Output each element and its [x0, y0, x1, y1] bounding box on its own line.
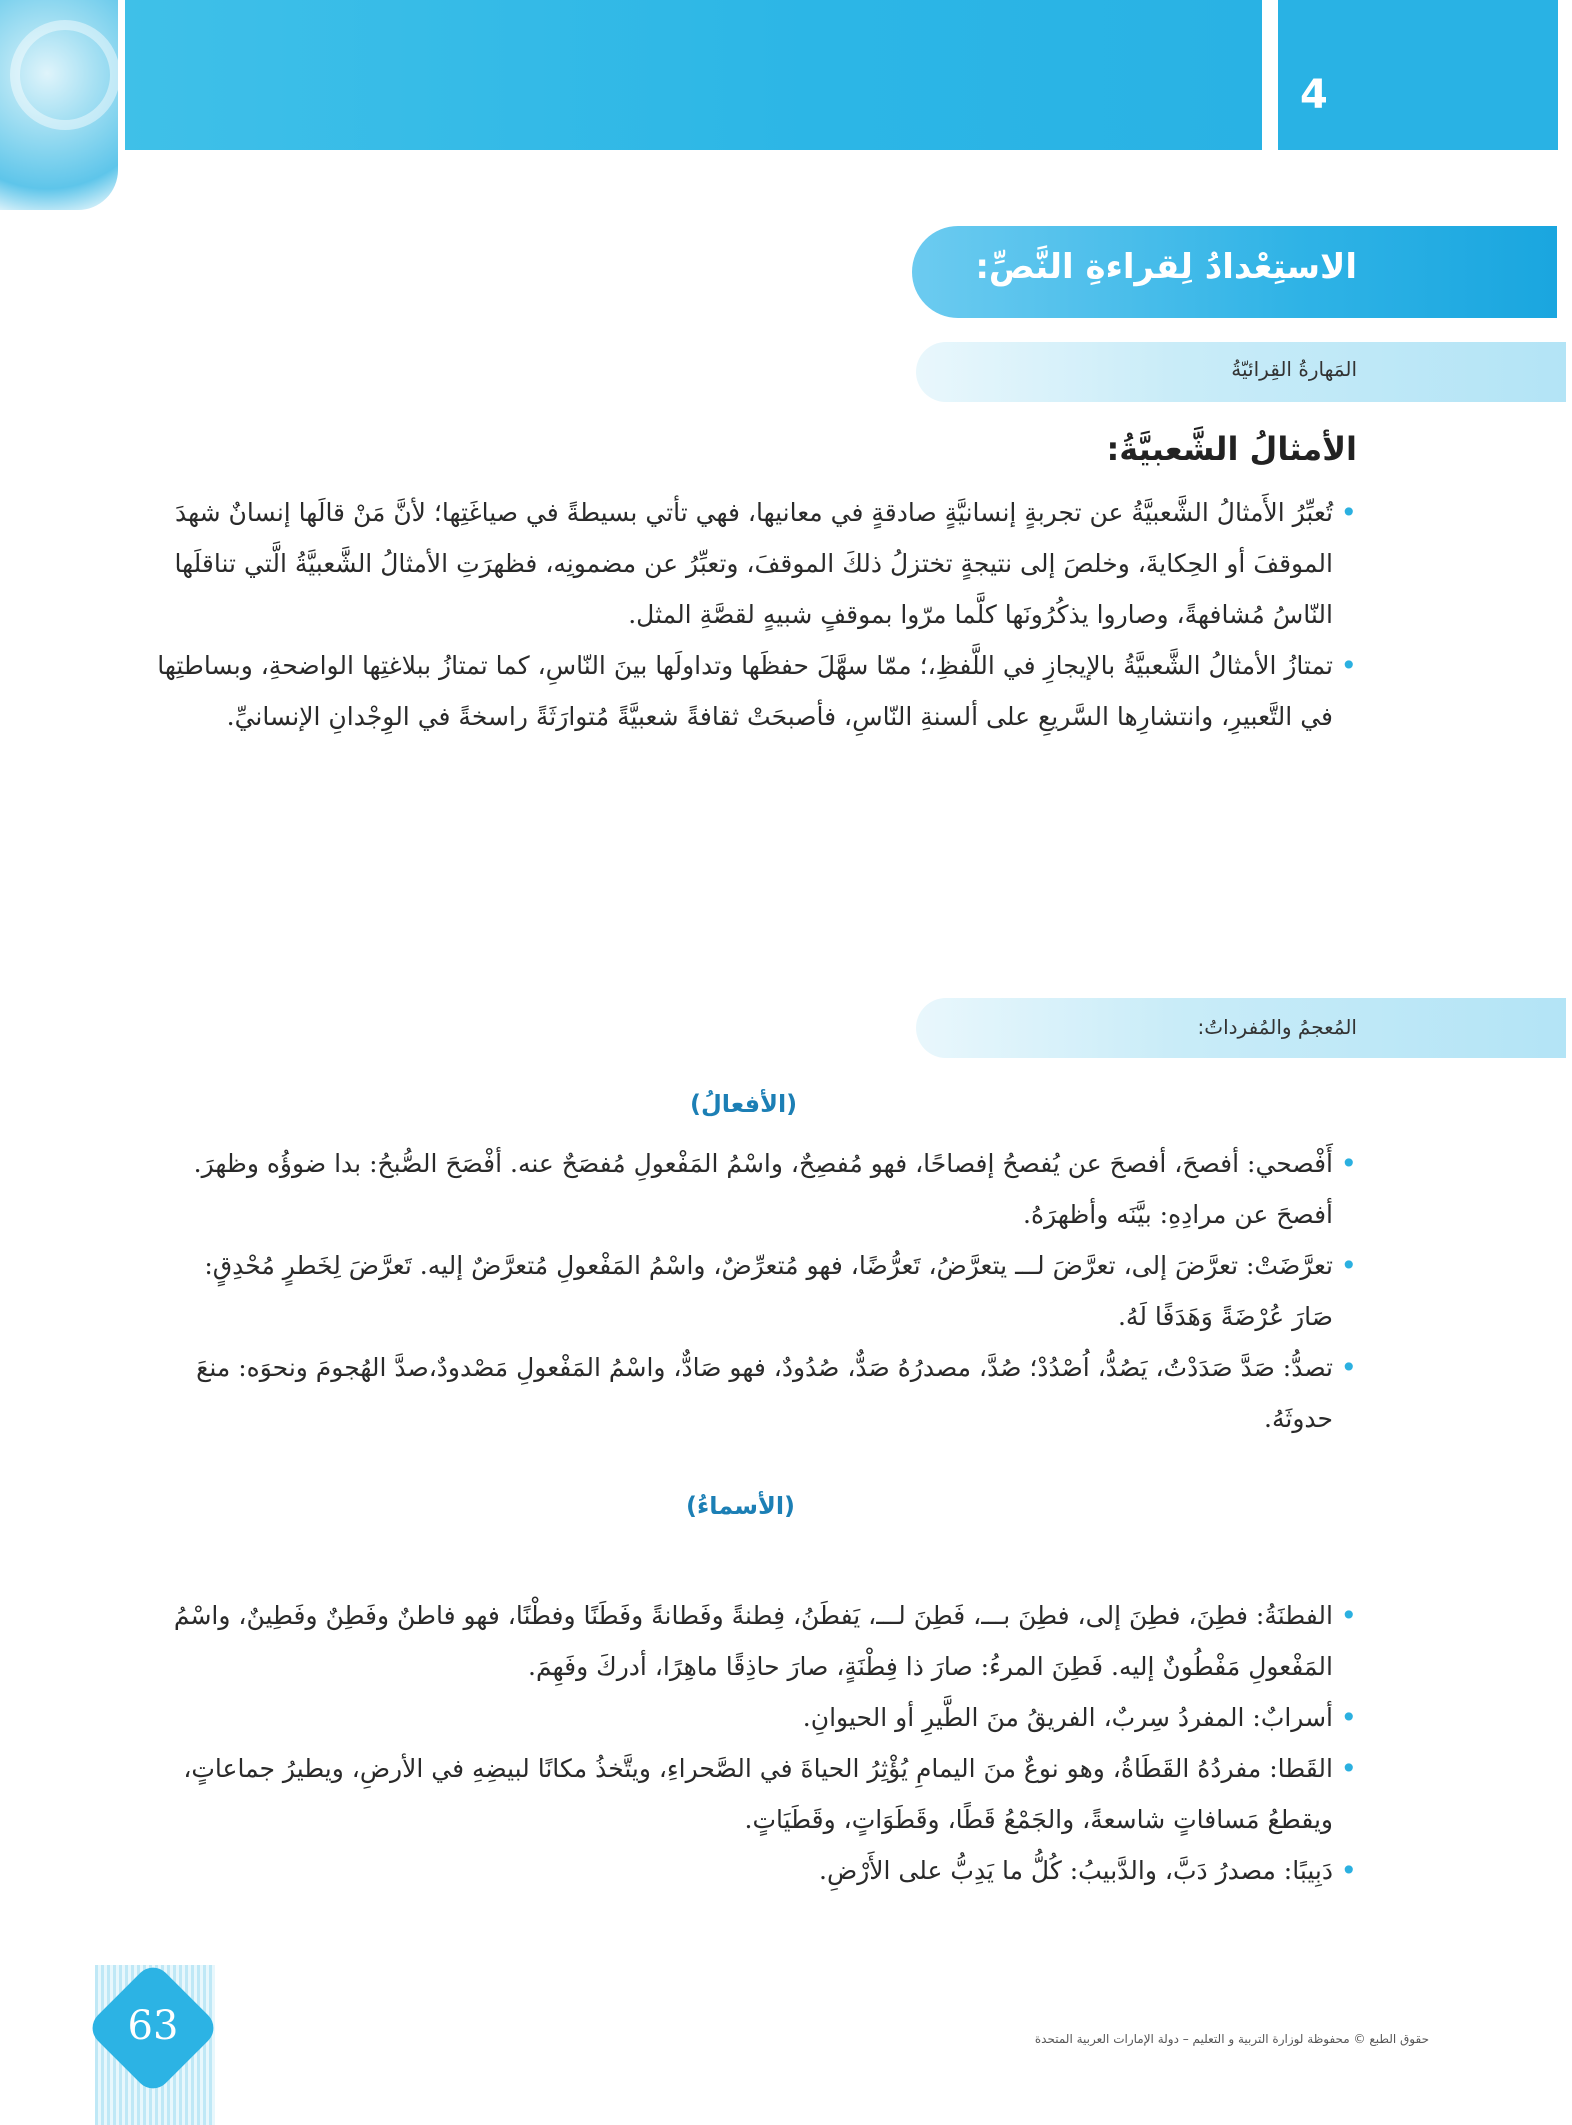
nouns-label: (الأسماءُ) [686, 1492, 796, 1520]
header-band [125, 0, 1275, 150]
reading-paragraphs [157, 487, 1357, 742]
nouns-list [157, 1590, 1357, 1896]
proverbs-heading: الأمثالُ الشَّعبيَّةُ: [1106, 430, 1357, 468]
header-band-gap [1262, 0, 1278, 150]
verb-entry: • تعرَّضَتْ: تعرَّضَ إلى، تعرَّضَ لـــ يتعرَّضُ، تَعرُّضًا، فهو مُتعرِّضٌ، واسْمُ المَفْعولِ مُتعرَّضٌ إليه. تَعرَّضَ لِخَطرٍ مُحْدِقٍ: صَارَ عُرْضَةً وَهَدَفًا لَهُ. [157, 1240, 1357, 1342]
verbs-list [157, 1138, 1357, 1444]
noun-entry: • الفطنَةُ: فطِنَ، فطِنَ إلى، فطِنَ بـــ، فَطِنَ لـــ، يَفطَنُ، فِطنةً وفَطانةً وفَطَنًا وفطْنًا، فهو فاطنٌ وفَطِنٌ وفَطِينٌ، واسْمُ المَفْعولِ مَفْطُونٌ إليه. فَطِنَ المرءُ: صارَ ذا فِطْنَةٍ، صارَ حاذِقًا ماهِرًا، أدركَ وفَهِمَ. [157, 1590, 1357, 1692]
noun-entry: • القَطا: مفردُهُ القَطَاةُ، وهو نوعٌ منَ اليمامِ يُؤْثِرُ الحياةَ في الصَّحراءِ، ويتَّخذُ مكانًا لبيضِهِ في الأرضِ، ويطيرُ جماعاتٍ، ويقطعُ مَسافاتٍ شاسعةً، والجَمْعُ قَطًا، وقَطَوَاتٍ، وقَطَيَاتٍ. [157, 1743, 1357, 1845]
section-title: الاستِعْدادُ لِقراءةِ النَّصِّ: [975, 247, 1357, 287]
unit-number: 4 [1300, 72, 1328, 118]
verb-entry: • أَفْصحي: أفصحَ، أفصحَ عن يُفصحُ إفصاحًا، فهو مُفصِحٌ، واسْمُ المَفْعولِ مُفصَحٌ عنه. أفْصَحَ الصُّبحُ: بدا ضوؤُه وظهرَ. أفصحَ عن مرادِهِ: بيَّنَه وأظهرَهُ. [157, 1138, 1357, 1240]
noun-entry: • دَبِيبًا: مصدرُ دَبَّ، والدَّبيبُ: كُلُّ ما يَدِبُّ على الأَرْضِ. [157, 1845, 1357, 1896]
corner-decoration [0, 0, 118, 210]
noun-entry: • أسرابٌ: المفردُ سِربٌ، الفريقُ منَ الطَّيرِ أو الحيوانِ. [157, 1692, 1357, 1743]
reading-bullet: • تمتازُ الأمثالُ الشَّعبيَّةُ بالإيجازِ في اللَّفظِ،؛ ممّا سهَّلَ حفظَها وتداولَها بينَ النّاسِ، كما تمتازُ ببلاغتِها الواضحةِ، وبساطتِها في التَّعبيرِ، وانتشارِها السَّريعِ على ألسنةِ النّاسِ، فأصبحَتْ ثقافةً شعبيَّةً مُتوارَثَةً راسخةً في الوِجْدانِ الإنسانيِّ. [157, 640, 1357, 742]
page-number: 63 [127, 2003, 179, 2049]
vocabulary-label: المُعجمُ والمُفرداتُ: [1197, 1015, 1357, 1039]
copyright-footer: حقوق الطبع © محفوظة لوزارة التربية و التعليم – دولة الإمارات العربية المتحدة [1034, 2032, 1429, 2046]
reading-bullet: • تُعبِّرُ الأَمثالُ الشَّعبيَّةُ عن تجربةٍ إنسانيَّةٍ صادقةٍ في معانيها، فهي تأتي بسيطةً في صياغَتِها؛ لأنَّ مَنْ قالَها إنسانٌ شهدَ الموقفَ أو الحِكايةَ، وخلصَ إلى نتيجةٍ تختزلُ ذلكَ الموقفَ، وتعبِّرُ عن مضمونِه، فظهرَتِ الأمثالُ الشَّعبيَّةُ الَّتي تناقلَها النّاسُ مُشافهةً، وصاروا يذكُرُونَها كلَّما مرّوا بموقفٍ شبيهٍ لقصَّةِ المثل. [157, 487, 1357, 640]
verb-entry: • تصدُّ: صَدَّ صَدَدْتُ، يَصُدُّ، اُصْدُدْ؛ صُدَّ، مصدرُهُ صَدٌّ، صُدُودٌ، فهو صَادٌّ، واسْمُ المَفْعولِ مَصْدودٌ،صدَّ الهُجومَ ونحوَه: منعَ حدوثَهُ. [157, 1342, 1357, 1444]
reading-skill-label: المَهارةُ القِرائيّةُ [1231, 357, 1357, 381]
verbs-label: (الأفعالُ) [690, 1090, 798, 1118]
